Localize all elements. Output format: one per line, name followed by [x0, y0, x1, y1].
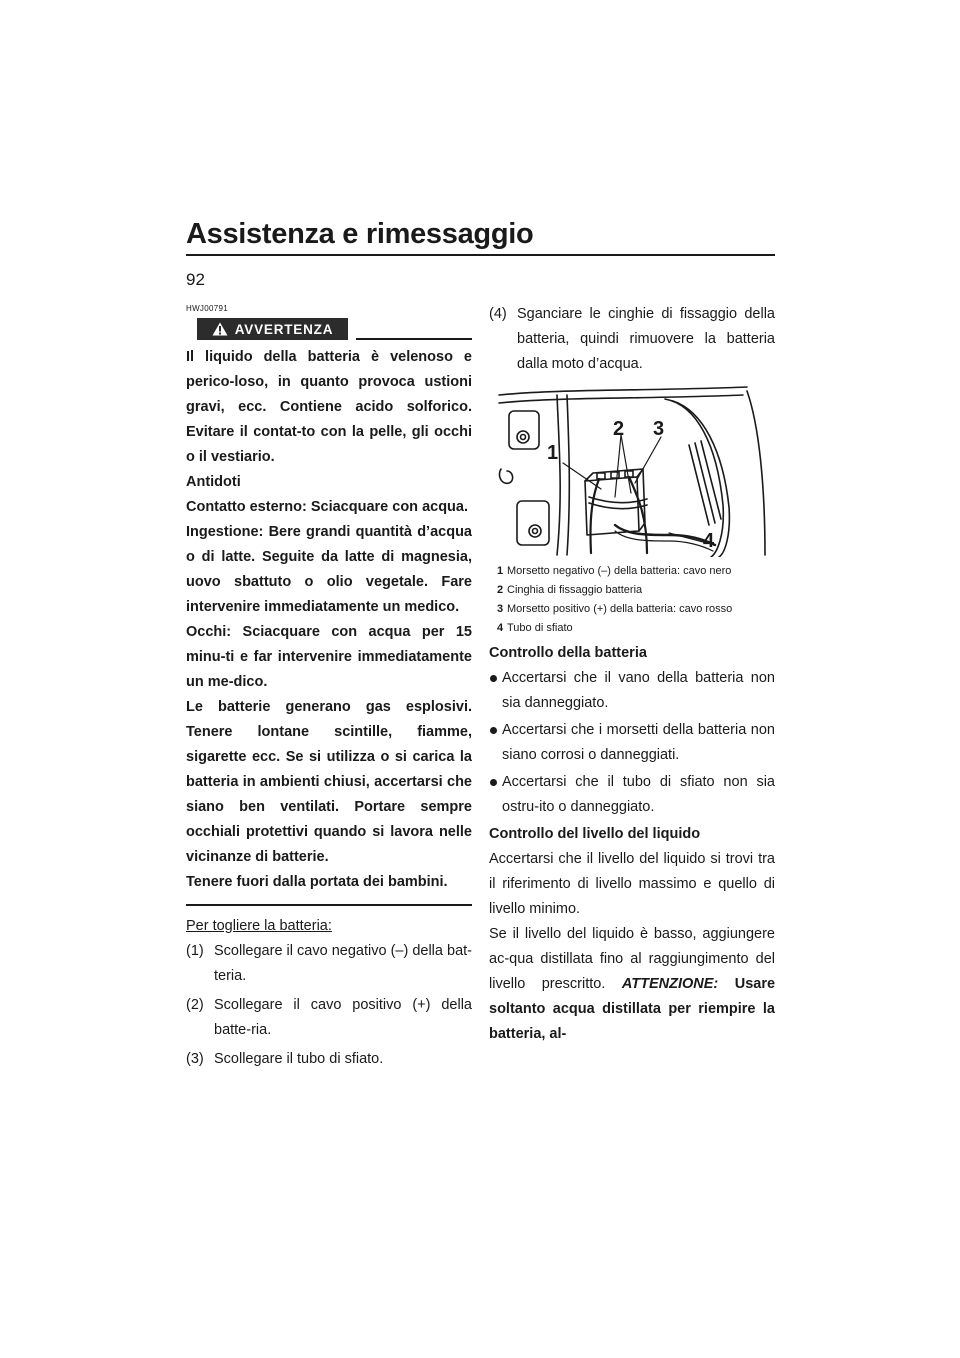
removal-subheading: Per togliere la batteria: — [186, 917, 332, 934]
warning-text: Occhi: Sciacquare con acqua per 15 minu-ti e far intervenire immediatamente un me-dico. — [186, 624, 472, 690]
battery-illustration — [497, 385, 769, 557]
figure-callouts — [497, 565, 775, 635]
left-column — [186, 302, 472, 1076]
fluid-check-paragraph-2: Se il livello del liquido è basso, aggiungere ac-qua distillata fino al raggiungimento del livello prescritto. ATTENZIONE: Usare soltanto acqua distillata per riempire la batteria, al- — [489, 926, 776, 1042]
list-item: Accertarsi che il tubo di sfiato non sia ostru-ito o danneggiato. — [489, 770, 775, 820]
warning-text: Ingestione: Bere grandi quantità d’acqua o di latte. Seguite da latte di magnesia, uovo sbattuto o olio vegetale. Fare intervenire immediatamente un medico. — [186, 524, 472, 615]
list-item: 2 Cinghia di fissaggio batteria — [497, 584, 643, 596]
warning-text: Antidoti — [186, 474, 241, 490]
warning-top-rule — [356, 338, 472, 340]
page-number: 92 — [186, 270, 205, 289]
marker-3: 3 — [653, 418, 665, 440]
battery-check-title: Controllo della batteria — [489, 645, 647, 661]
warning-text: Contatto esterno: Sciacquare con acqua. — [186, 499, 469, 515]
list-item: (3) Scollegare il tubo di sfiato. — [186, 1050, 384, 1067]
marker-1: 1 — [547, 442, 559, 464]
removal-steps-continued — [489, 302, 775, 377]
removal-steps — [186, 939, 472, 1072]
list-item: 3 Morsetto positivo (+) della batteria: cavo rosso — [497, 603, 733, 615]
list-item: (2) Scollegare il cavo positivo (+) della batte-ria. — [186, 996, 472, 1038]
list-item: 1 Morsetto negativo (–) della batteria: cavo nero — [497, 565, 732, 577]
warning-text: Il liquido della batteria è velenoso e perico-loso, in quanto provoca ustioni gravi, ecc. Contiene acido solforico. Evitare il contat-to con la pelle, gli occhi o il vestiario. — [186, 349, 472, 465]
title-rule — [186, 254, 775, 256]
warning-badge-label: AVVERTENZA — [234, 321, 334, 337]
warning-body — [186, 345, 472, 895]
marker-4: 4 — [703, 530, 715, 552]
caution-label: ATTENZIONE: — [621, 976, 719, 992]
caution-text: Usare soltanto acqua distillata per riempire la batteria, al- — [489, 976, 776, 1042]
warning-code: HWJ00791 — [186, 304, 228, 313]
warning-text: Le batterie generano gas esplosivi. Tenere lontane scintille, fiamme, sigarette ecc. Se si utilizza o si carica la batteria in ambienti chiusi, accertarsi che siano ben ventilati. Portare sempre occhiali protettivi quando si lavora nelle vicinanze di batterie. — [186, 699, 472, 865]
right-column — [489, 302, 775, 1047]
warning-header — [186, 316, 472, 342]
marker-2: 2 — [613, 418, 625, 440]
battery-check-list — [489, 666, 775, 820]
warning-bottom-rule — [186, 904, 472, 906]
page-title: Assistenza e rimessaggio — [186, 218, 534, 250]
list-item: (4) Sganciare le cinghie di fissaggio della batteria, quindi rimuovere la batteria dalla moto d’acqua. — [489, 306, 775, 372]
warning-text: Tenere fuori dalla portata dei bambini. — [186, 874, 448, 890]
list-item: Accertarsi che i morsetti della batteria non siano corrosi o danneggiati. — [489, 718, 775, 768]
fluid-check-title: Controllo del livello del liquido — [489, 826, 701, 842]
list-item: (1) Scollegare il cavo negativo (–) della bat-teria. — [186, 942, 472, 984]
fluid-check-paragraph: Accertarsi che il livello del liquido si trovi tra il riferimento di livello massimo e quello di livello minimo. — [489, 851, 775, 917]
warning-badge — [197, 318, 348, 340]
warning-triangle-icon — [212, 322, 228, 336]
list-item: 4 Tubo di sfiato — [497, 622, 573, 634]
list-item: Accertarsi che il vano della batteria non sia danneggiato. — [489, 666, 775, 716]
